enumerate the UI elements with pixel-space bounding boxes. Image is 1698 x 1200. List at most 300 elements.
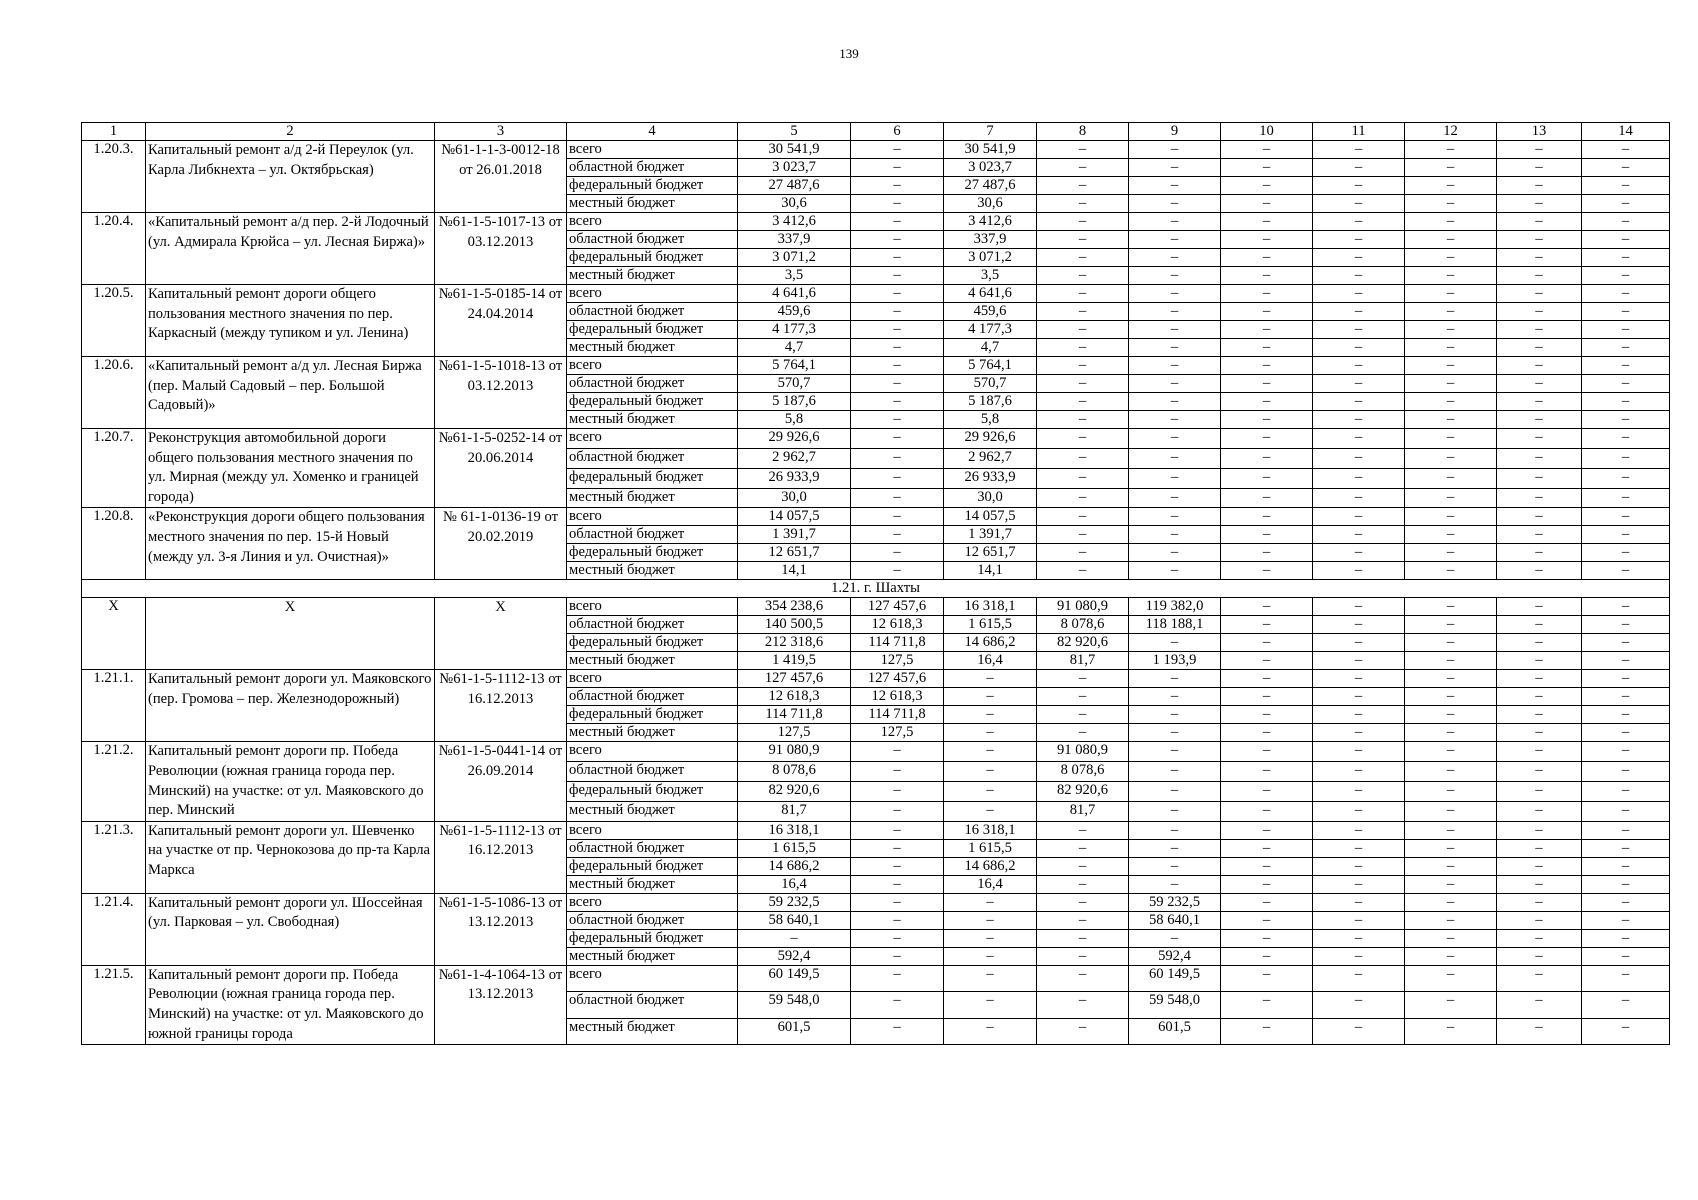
amount-cell: – xyxy=(1497,357,1582,375)
amount-cell: – xyxy=(1405,231,1497,249)
section-title: 1.21. г. Шахты xyxy=(82,580,1670,598)
amount-cell: – xyxy=(1037,231,1129,249)
amount-cell: 601,5 xyxy=(738,1018,851,1044)
amount-cell: – xyxy=(1497,544,1582,562)
amount-cell: – xyxy=(1129,267,1221,285)
object-name: Х xyxy=(146,598,435,670)
header-row xyxy=(82,123,1670,141)
amount-cell: – xyxy=(1129,762,1221,782)
amount-cell: – xyxy=(1313,195,1405,213)
amount-cell: – xyxy=(1221,448,1313,468)
amount-cell: – xyxy=(851,411,944,429)
amount-cell: – xyxy=(944,724,1037,742)
amount-cell: 60 149,5 xyxy=(1129,965,1221,991)
amount-cell: 30,6 xyxy=(944,195,1037,213)
amount-cell: – xyxy=(851,468,944,488)
amount-cell: – xyxy=(1313,965,1405,991)
amount-cell: – xyxy=(1037,911,1129,929)
amount-cell: – xyxy=(1497,411,1582,429)
amount-cell: 4 641,6 xyxy=(738,285,851,303)
amount-cell: 140 500,5 xyxy=(738,616,851,634)
amount-cell: – xyxy=(1221,706,1313,724)
amount-cell: 5 187,6 xyxy=(944,393,1037,411)
expertise-number: №61-1-5-1018-13 от 03.12.2013 xyxy=(435,357,567,429)
amount-cell: – xyxy=(1582,706,1670,724)
item-number: Х xyxy=(82,598,146,670)
amount-cell: 14 686,2 xyxy=(738,857,851,875)
object-name: Капитальный ремонт дороги общего пользования местного значения по пер. Каркасный (между тупиком и ул. Ленина) xyxy=(146,285,435,357)
amount-cell: – xyxy=(851,1018,944,1044)
amount-cell: – xyxy=(1405,357,1497,375)
amount-cell: – xyxy=(1497,782,1582,802)
amount-cell: – xyxy=(1497,742,1582,762)
amount-cell: – xyxy=(1313,857,1405,875)
amount-cell: – xyxy=(1405,141,1497,159)
amount-cell: – xyxy=(1497,929,1582,947)
amount-cell: – xyxy=(944,992,1037,1018)
object-name: «Реконструкция дороги общего пользования местного значения по пер. 15-й Новый (между ул. 3-я Линия и ул. Очистная)» xyxy=(146,508,435,580)
object-name: «Капитальный ремонт а/д пер. 2-й Лодочный (ул. Адмирала Крюйса – ул. Лесная Биржа)» xyxy=(146,213,435,285)
expertise-number: №61-1-5-1017-13 от 03.12.2013 xyxy=(435,213,567,285)
amount-cell: – xyxy=(1313,688,1405,706)
amount-cell: – xyxy=(1129,801,1221,821)
amount-cell: 14 686,2 xyxy=(944,634,1037,652)
amount-cell: 3 071,2 xyxy=(738,249,851,267)
amount-cell: – xyxy=(1129,839,1221,857)
amount-cell: – xyxy=(1497,213,1582,231)
amount-cell: – xyxy=(1497,670,1582,688)
amount-cell: – xyxy=(1221,929,1313,947)
amount-cell: – xyxy=(1037,321,1129,339)
amount-cell: – xyxy=(851,249,944,267)
amount-cell: – xyxy=(1313,411,1405,429)
amount-cell: – xyxy=(851,782,944,802)
amount-cell: – xyxy=(1313,782,1405,802)
amount-cell: – xyxy=(1313,911,1405,929)
amount-cell: – xyxy=(851,339,944,357)
item-number: 1.21.4. xyxy=(82,893,146,965)
amount-cell: – xyxy=(1037,285,1129,303)
funding-source: областной бюджет xyxy=(567,231,738,249)
amount-cell: 29 926,6 xyxy=(944,429,1037,449)
amount-cell: – xyxy=(944,893,1037,911)
amount-cell: – xyxy=(1497,562,1582,580)
amount-cell: – xyxy=(1221,782,1313,802)
amount-cell: – xyxy=(1037,488,1129,508)
amount-cell: – xyxy=(1129,782,1221,802)
amount-cell: – xyxy=(1221,321,1313,339)
amount-cell: – xyxy=(851,231,944,249)
amount-cell: – xyxy=(1497,688,1582,706)
amount-cell: – xyxy=(1313,670,1405,688)
amount-cell: 8 078,6 xyxy=(738,762,851,782)
amount-cell: – xyxy=(944,947,1037,965)
header-cell: 12 xyxy=(1405,123,1497,141)
amount-cell: – xyxy=(1405,195,1497,213)
amount-cell: 16,4 xyxy=(944,652,1037,670)
table-row xyxy=(82,821,1670,839)
amount-cell: – xyxy=(1313,508,1405,526)
amount-cell: – xyxy=(1129,339,1221,357)
funding-source: областной бюджет xyxy=(567,448,738,468)
item-number: 1.20.3. xyxy=(82,141,146,213)
amount-cell: – xyxy=(1582,1018,1670,1044)
amount-cell: – xyxy=(1582,285,1670,303)
amount-cell: – xyxy=(1313,393,1405,411)
funding-source: всего xyxy=(567,670,738,688)
amount-cell: 212 318,6 xyxy=(738,634,851,652)
amount-cell: – xyxy=(1582,488,1670,508)
funding-source: всего xyxy=(567,742,738,762)
funding-source: федеральный бюджет xyxy=(567,782,738,802)
funding-source: всего xyxy=(567,965,738,991)
amount-cell: – xyxy=(1037,429,1129,449)
amount-cell: – xyxy=(944,782,1037,802)
amount-cell: – xyxy=(1582,249,1670,267)
amount-cell: – xyxy=(1497,616,1582,634)
funding-source: областной бюджет xyxy=(567,303,738,321)
expertise-number: №61-1-5-1112-13 от 16.12.2013 xyxy=(435,670,567,742)
amount-cell: – xyxy=(1405,562,1497,580)
amount-cell: 1 193,9 xyxy=(1129,652,1221,670)
amount-cell: – xyxy=(1313,929,1405,947)
amount-cell: 5,8 xyxy=(944,411,1037,429)
amount-cell: – xyxy=(1497,821,1582,839)
amount-cell: – xyxy=(1497,177,1582,195)
amount-cell: 4,7 xyxy=(944,339,1037,357)
amount-cell: – xyxy=(1497,839,1582,857)
object-name: Реконструкция автомобильной дороги общего пользования местного значения по ул. Мирная (между ул. Хоменко и границей города) xyxy=(146,429,435,508)
object-name: Капитальный ремонт дороги ул. Маяковского (пер. Громова – пер. Железнодорожный) xyxy=(146,670,435,742)
amount-cell: – xyxy=(1129,526,1221,544)
amount-cell: – xyxy=(944,762,1037,782)
funding-source: областной бюджет xyxy=(567,159,738,177)
amount-cell: – xyxy=(1582,839,1670,857)
amount-cell: – xyxy=(1037,724,1129,742)
amount-cell: – xyxy=(1405,393,1497,411)
amount-cell: – xyxy=(1313,742,1405,762)
amount-cell: – xyxy=(1582,375,1670,393)
item-number: 1.21.2. xyxy=(82,742,146,821)
amount-cell: – xyxy=(1582,267,1670,285)
funding-source: местный бюджет xyxy=(567,875,738,893)
funding-source: местный бюджет xyxy=(567,801,738,821)
amount-cell: – xyxy=(1405,724,1497,742)
amount-cell: – xyxy=(1129,231,1221,249)
amount-cell: – xyxy=(1221,357,1313,375)
amount-cell: 16 318,1 xyxy=(738,821,851,839)
amount-cell: – xyxy=(1582,468,1670,488)
amount-cell: – xyxy=(1221,544,1313,562)
amount-cell: – xyxy=(1582,544,1670,562)
funding-source: всего xyxy=(567,821,738,839)
amount-cell: 30 541,9 xyxy=(944,141,1037,159)
amount-cell: – xyxy=(851,526,944,544)
amount-cell: – xyxy=(1221,992,1313,1018)
amount-cell: – xyxy=(1313,231,1405,249)
amount-cell: – xyxy=(1313,285,1405,303)
amount-cell: 1 615,5 xyxy=(944,616,1037,634)
funding-source: местный бюджет xyxy=(567,488,738,508)
amount-cell: – xyxy=(1405,411,1497,429)
amount-cell: – xyxy=(1221,839,1313,857)
amount-cell: – xyxy=(1405,468,1497,488)
amount-cell: 4 641,6 xyxy=(944,285,1037,303)
amount-cell: – xyxy=(1221,742,1313,762)
expertise-number: №61-1-5-0252-14 от 20.06.2014 xyxy=(435,429,567,508)
amount-cell: – xyxy=(1497,375,1582,393)
amount-cell: – xyxy=(1221,526,1313,544)
item-number: 1.21.5. xyxy=(82,965,146,1044)
amount-cell: – xyxy=(1221,468,1313,488)
amount-cell: – xyxy=(1129,357,1221,375)
amount-cell: – xyxy=(1313,526,1405,544)
amount-cell: – xyxy=(1221,911,1313,929)
amount-cell: – xyxy=(1313,801,1405,821)
amount-cell: – xyxy=(1405,448,1497,468)
amount-cell: 16,4 xyxy=(944,875,1037,893)
funding-source: федеральный бюджет xyxy=(567,929,738,947)
expertise-number: №61-1-5-0185-14 от 24.04.2014 xyxy=(435,285,567,357)
amount-cell: – xyxy=(1582,562,1670,580)
amount-cell: – xyxy=(1497,508,1582,526)
amount-cell: – xyxy=(1582,875,1670,893)
amount-cell: – xyxy=(1497,321,1582,339)
amount-cell: – xyxy=(1582,947,1670,965)
amount-cell: – xyxy=(1037,448,1129,468)
amount-cell: – xyxy=(1582,762,1670,782)
amount-cell: – xyxy=(1405,929,1497,947)
funding-source: областной бюджет xyxy=(567,616,738,634)
amount-cell: 5 764,1 xyxy=(944,357,1037,375)
amount-cell: – xyxy=(944,911,1037,929)
amount-cell: – xyxy=(1221,875,1313,893)
amount-cell: – xyxy=(1313,762,1405,782)
amount-cell: – xyxy=(851,857,944,875)
funding-source: федеральный бюджет xyxy=(567,634,738,652)
funding-source: федеральный бюджет xyxy=(567,706,738,724)
amount-cell: – xyxy=(1497,965,1582,991)
amount-cell: – xyxy=(1582,821,1670,839)
amount-cell: 82 920,6 xyxy=(738,782,851,802)
amount-cell: – xyxy=(851,929,944,947)
amount-cell: – xyxy=(1129,303,1221,321)
amount-cell: 16 318,1 xyxy=(944,821,1037,839)
amount-cell: – xyxy=(1405,782,1497,802)
amount-cell: – xyxy=(1497,231,1582,249)
table-row xyxy=(82,742,1670,762)
amount-cell: – xyxy=(1037,821,1129,839)
amount-cell: – xyxy=(1405,670,1497,688)
amount-cell: – xyxy=(1037,393,1129,411)
header-cell: 6 xyxy=(851,123,944,141)
amount-cell: – xyxy=(1313,652,1405,670)
amount-cell: – xyxy=(1582,141,1670,159)
amount-cell: – xyxy=(1313,562,1405,580)
amount-cell: – xyxy=(1405,821,1497,839)
amount-cell: – xyxy=(851,947,944,965)
amount-cell: – xyxy=(1313,303,1405,321)
amount-cell: – xyxy=(1497,762,1582,782)
amount-cell: – xyxy=(1129,177,1221,195)
amount-cell: – xyxy=(1405,508,1497,526)
amount-cell: – xyxy=(1497,468,1582,488)
amount-cell: – xyxy=(1497,652,1582,670)
amount-cell: – xyxy=(1221,652,1313,670)
amount-cell: – xyxy=(1313,429,1405,449)
amount-cell: 12 618,3 xyxy=(851,616,944,634)
funding-source: областной бюджет xyxy=(567,992,738,1018)
amount-cell: – xyxy=(1497,911,1582,929)
amount-cell: – xyxy=(1037,1018,1129,1044)
amount-cell: – xyxy=(1405,429,1497,449)
table-row xyxy=(82,670,1670,688)
amount-cell: 4,7 xyxy=(738,339,851,357)
funding-source: областной бюджет xyxy=(567,839,738,857)
amount-cell: – xyxy=(1497,488,1582,508)
amount-cell: 27 487,6 xyxy=(944,177,1037,195)
amount-cell: 91 080,9 xyxy=(1037,742,1129,762)
amount-cell: – xyxy=(1313,321,1405,339)
amount-cell: 5,8 xyxy=(738,411,851,429)
amount-cell: – xyxy=(1221,231,1313,249)
amount-cell: – xyxy=(1405,303,1497,321)
amount-cell: 26 933,9 xyxy=(944,468,1037,488)
object-name: Капитальный ремонт дороги пр. Победа Революции (южная граница города пер. Минский) на участке: от ул. Маяковского до пер. Минский xyxy=(146,742,435,821)
amount-cell: – xyxy=(1313,875,1405,893)
expertise-number: №61-1-5-1112-13 от 16.12.2013 xyxy=(435,821,567,893)
amount-cell: – xyxy=(1129,688,1221,706)
amount-cell: – xyxy=(851,357,944,375)
table-row xyxy=(82,598,1670,616)
amount-cell: – xyxy=(1313,375,1405,393)
amount-cell: 118 188,1 xyxy=(1129,616,1221,634)
amount-cell: – xyxy=(1037,303,1129,321)
amount-cell: 30,6 xyxy=(738,195,851,213)
item-number: 1.21.1. xyxy=(82,670,146,742)
table-row xyxy=(82,893,1670,911)
amount-cell: – xyxy=(1313,598,1405,616)
amount-cell: – xyxy=(1037,249,1129,267)
amount-cell: – xyxy=(851,562,944,580)
amount-cell: – xyxy=(1497,429,1582,449)
amount-cell: 16,4 xyxy=(738,875,851,893)
amount-cell: – xyxy=(1313,488,1405,508)
amount-cell: – xyxy=(1582,634,1670,652)
amount-cell: – xyxy=(1582,688,1670,706)
amount-cell: – xyxy=(1129,321,1221,339)
amount-cell: – xyxy=(851,801,944,821)
amount-cell: – xyxy=(1405,742,1497,762)
amount-cell: 26 933,9 xyxy=(738,468,851,488)
amount-cell: – xyxy=(1221,857,1313,875)
amount-cell: – xyxy=(1582,782,1670,802)
amount-cell: – xyxy=(1582,616,1670,634)
amount-cell: – xyxy=(1497,801,1582,821)
amount-cell: – xyxy=(1405,159,1497,177)
amount-cell: – xyxy=(1405,965,1497,991)
amount-cell: – xyxy=(1582,893,1670,911)
amount-cell: – xyxy=(1313,267,1405,285)
amount-cell: – xyxy=(1405,992,1497,1018)
header-cell: 3 xyxy=(435,123,567,141)
amount-cell: – xyxy=(1221,688,1313,706)
amount-cell: – xyxy=(851,141,944,159)
amount-cell: 81,7 xyxy=(1037,652,1129,670)
amount-cell: 59 232,5 xyxy=(738,893,851,911)
header-cell: 2 xyxy=(146,123,435,141)
expertise-number: № 61-1-0136-19 от 20.02.2019 xyxy=(435,508,567,580)
amount-cell: – xyxy=(1221,285,1313,303)
amount-cell: – xyxy=(1582,526,1670,544)
amount-cell: – xyxy=(1497,857,1582,875)
funding-source: всего xyxy=(567,508,738,526)
amount-cell: – xyxy=(1037,562,1129,580)
amount-cell: – xyxy=(1582,992,1670,1018)
amount-cell: 4 177,3 xyxy=(944,321,1037,339)
funding-source: всего xyxy=(567,429,738,449)
amount-cell: 592,4 xyxy=(1129,947,1221,965)
amount-cell: – xyxy=(1313,1018,1405,1044)
amount-cell: – xyxy=(1221,141,1313,159)
amount-cell: – xyxy=(1405,213,1497,231)
amount-cell: – xyxy=(851,762,944,782)
amount-cell: – xyxy=(1405,911,1497,929)
amount-cell: – xyxy=(1582,159,1670,177)
amount-cell: 16 318,1 xyxy=(944,598,1037,616)
amount-cell: 3 023,7 xyxy=(738,159,851,177)
amount-cell: – xyxy=(1405,947,1497,965)
amount-cell: – xyxy=(1037,544,1129,562)
amount-cell: 127,5 xyxy=(738,724,851,742)
amount-cell: – xyxy=(1497,706,1582,724)
amount-cell: – xyxy=(1497,141,1582,159)
amount-cell: – xyxy=(1313,893,1405,911)
amount-cell: – xyxy=(1405,706,1497,724)
amount-cell: 2 962,7 xyxy=(738,448,851,468)
amount-cell: – xyxy=(1405,375,1497,393)
header-cell: 5 xyxy=(738,123,851,141)
amount-cell: 29 926,6 xyxy=(738,429,851,449)
amount-cell: – xyxy=(1037,159,1129,177)
amount-cell: – xyxy=(851,195,944,213)
amount-cell: – xyxy=(851,544,944,562)
table-row xyxy=(82,141,1670,159)
funding-source: местный бюджет xyxy=(567,339,738,357)
funding-source: всего xyxy=(567,893,738,911)
amount-cell: – xyxy=(1582,801,1670,821)
amount-cell: – xyxy=(1129,195,1221,213)
amount-cell: – xyxy=(1405,177,1497,195)
amount-cell: – xyxy=(944,688,1037,706)
amount-cell: – xyxy=(1497,875,1582,893)
amount-cell: 1 419,5 xyxy=(738,652,851,670)
amount-cell: – xyxy=(1221,965,1313,991)
amount-cell: – xyxy=(1405,526,1497,544)
header-cell: 14 xyxy=(1582,123,1670,141)
header-cell: 8 xyxy=(1037,123,1129,141)
amount-cell: – xyxy=(1405,616,1497,634)
funding-source: местный бюджет xyxy=(567,1018,738,1044)
amount-cell: – xyxy=(1405,598,1497,616)
amount-cell: – xyxy=(851,213,944,231)
funding-source: федеральный бюджет xyxy=(567,393,738,411)
amount-cell: – xyxy=(1221,762,1313,782)
expertise-number: №61-1-1-3-0012-18 от 26.01.2018 xyxy=(435,141,567,213)
amount-cell: – xyxy=(1037,929,1129,947)
amount-cell: – xyxy=(1221,339,1313,357)
funding-source: всего xyxy=(567,598,738,616)
